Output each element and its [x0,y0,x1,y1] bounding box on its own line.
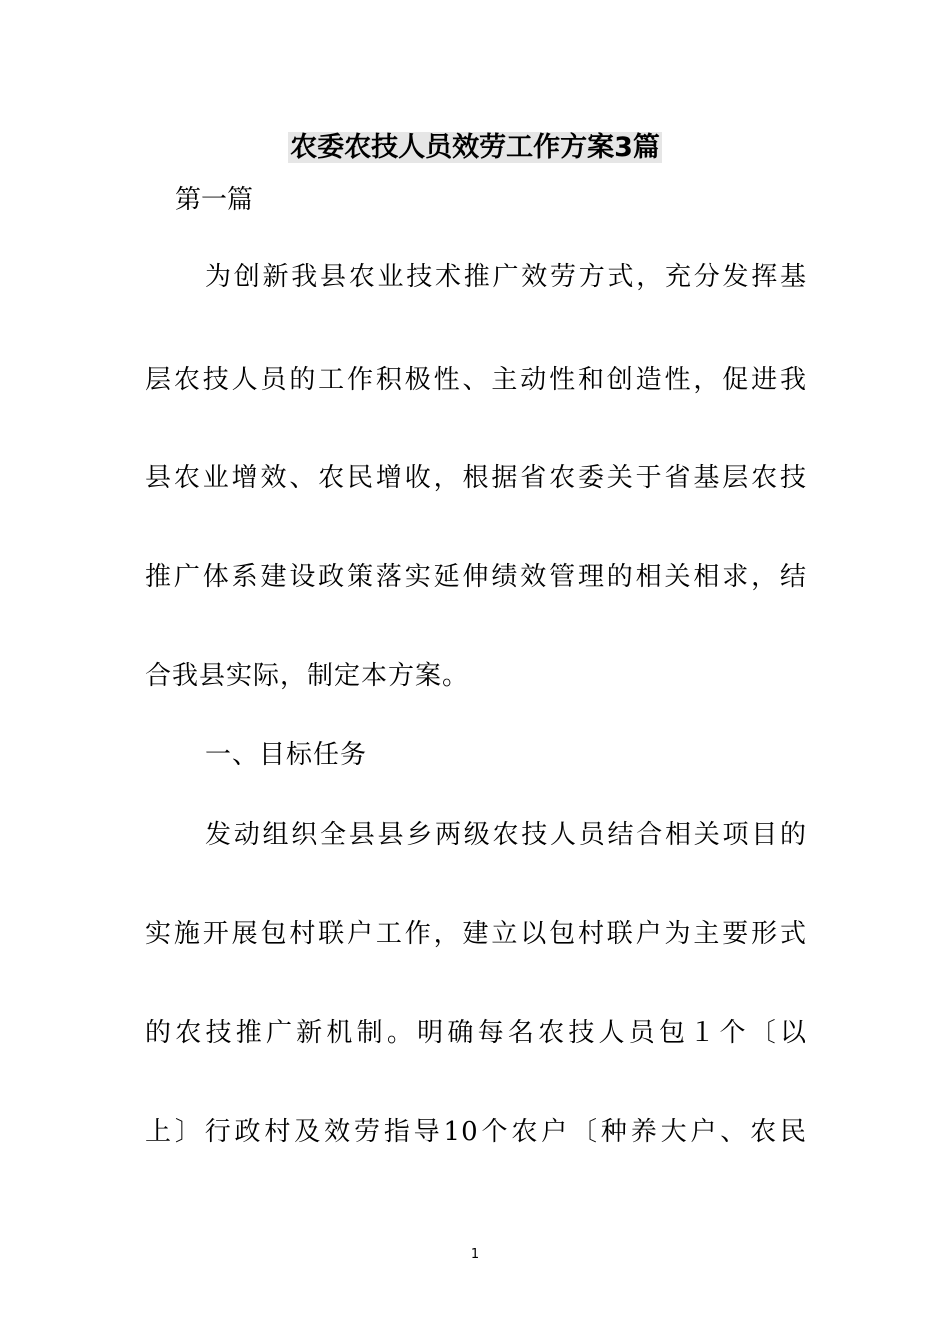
document-title-text: 农委农技人员效劳工作方案3篇 [290,132,660,163]
paragraph-line: 发动组织全县县乡两级农技人员结合相关项目的 [205,820,807,850]
paragraph-line: 的农技推广新机制。明确每名农技人员包１个〔以 [145,1018,807,1048]
paragraph-line: 合我县实际，制定本方案。 [145,661,470,691]
section-label: 第一篇 [175,185,254,215]
paragraph-line: 上〕行政村及效劳指导10个农户〔种养大户、农民 [145,1117,807,1147]
paragraph-line: 层农技人员的工作积极性、主动性和创造性，促进我 [145,365,807,395]
document-title [0,128,950,168]
paragraph-line: 实施开展包村联户工作，建立以包村联户为主要形式 [145,919,807,949]
page-number: 1 [470,1247,480,1262]
paragraph-line: 推广体系建设政策落实延伸绩效管理的相关相求，结 [145,562,807,592]
paragraph-line: 为创新我县农业技术推广效劳方式，充分发挥基 [205,262,807,292]
section-heading: 一、目标任务 [205,740,368,770]
paragraph-line: 县农业增效、农民增收，根据省农委关于省基层农技 [145,463,807,493]
